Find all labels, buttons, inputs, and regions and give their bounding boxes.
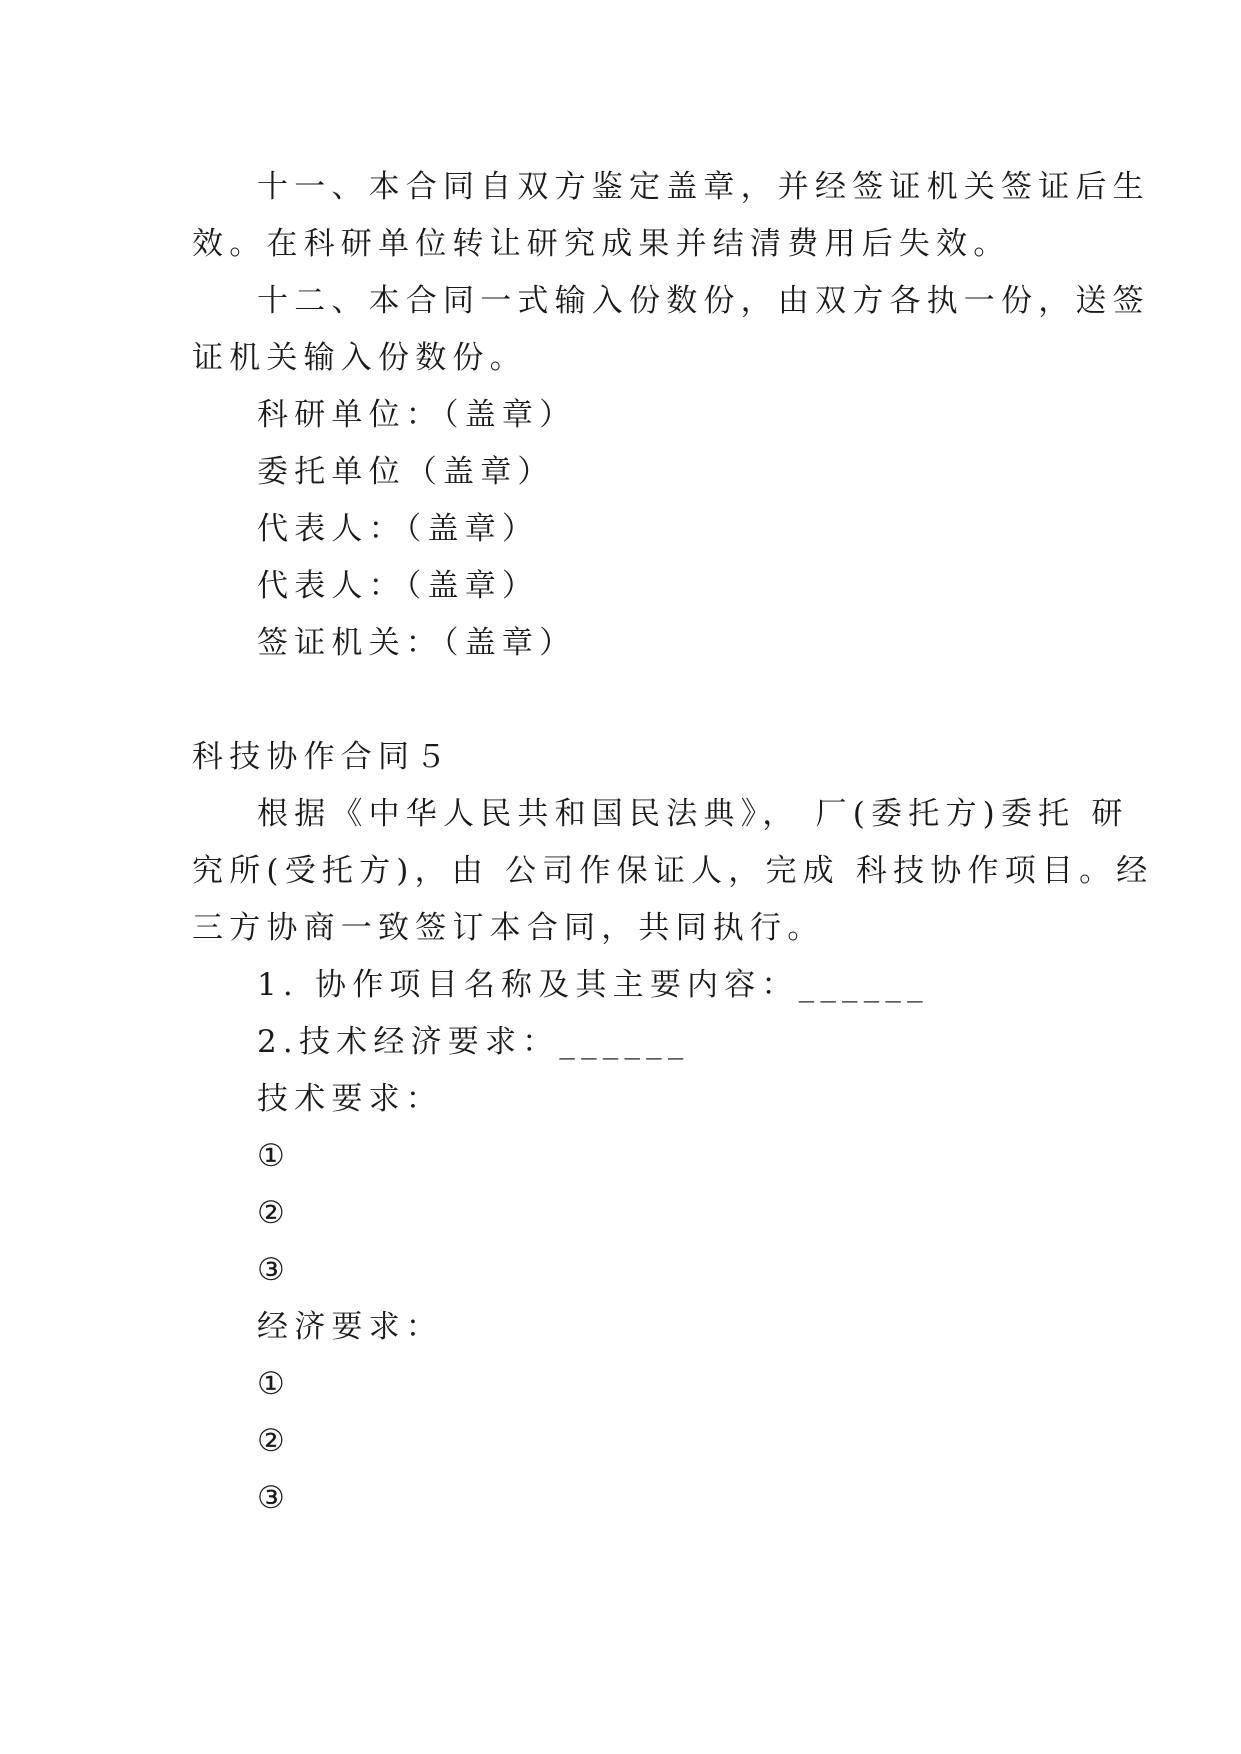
intro-line-2: 究所(受托方)，由 公司作保证人，完成 科技协作项目。经 [192,853,1154,889]
signature-representative-2: 代表人：（盖章） [257,568,540,604]
economic-requirement-3: ③ [257,1480,291,1516]
section-title: 科技协作合同５ [192,739,453,775]
clause-12-line-1: 十二、本合同一式输入份数份，由双方各执一份，送签 [257,283,1150,319]
intro-line-1: 根据《中华人民共和国民法典》， 厂(委托方)委托 研 [257,796,1129,832]
clause-12-line-2: 证机关输入份数份。 [192,340,527,376]
economic-requirements-heading: 经济要求： [257,1309,443,1345]
clause-11-line-1: 十一、本合同自双方鉴定盖章，并经签证机关签证后生 [257,169,1150,205]
technical-requirement-3: ③ [257,1252,291,1288]
intro-line-3: 三方协商一致签订本合同，共同执行。 [192,910,825,946]
clause-11-line-2: 效。在科研单位转让研究成果并结清费用后失效。 [192,226,1011,262]
item-2: 2.技术经济要求：______ [257,1024,690,1060]
technical-requirements-heading: 技术要求： [257,1081,443,1117]
signature-entrusting-unit: 委托单位（盖章） [257,454,555,490]
economic-requirement-1: ① [257,1366,291,1402]
economic-requirement-2: ② [257,1423,291,1459]
signature-certifying-authority: 签证机关：（盖章） [257,625,577,661]
item-1: 1. 协作项目名称及其主要内容：______ [257,967,929,1003]
technical-requirement-2: ② [257,1195,291,1231]
signature-representative-1: 代表人：（盖章） [257,511,540,547]
signature-research-unit: 科研单位：（盖章） [257,397,577,433]
technical-requirement-1: ① [257,1138,291,1174]
